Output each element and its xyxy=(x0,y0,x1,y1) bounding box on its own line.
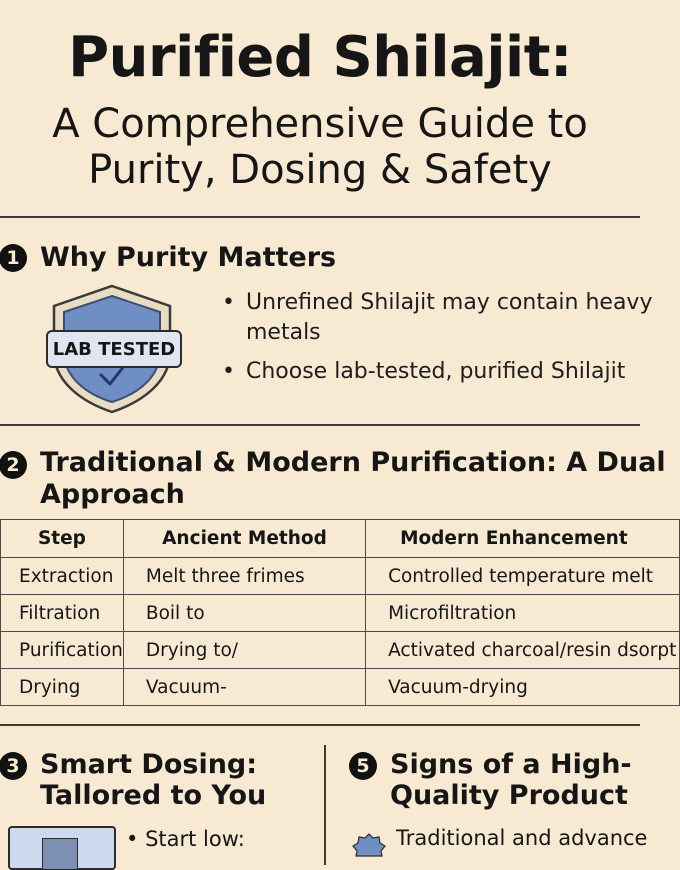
section1-bullets xyxy=(222,288,653,396)
section1-number: 1 xyxy=(0,244,27,272)
bullet-text-continued: metals xyxy=(246,320,321,345)
lab-tested-badge xyxy=(46,330,182,368)
table-cell: Melt three frimes xyxy=(123,558,365,595)
list-item xyxy=(222,288,653,348)
divider-section2 xyxy=(0,424,640,426)
bullet-dot-icon: • xyxy=(222,290,235,315)
section3-number: 3 xyxy=(0,752,27,780)
quality-seal-icon xyxy=(352,832,386,856)
section3-heading-line2: Tallored to You xyxy=(40,780,267,811)
purification-table xyxy=(0,519,680,706)
divider-top xyxy=(0,216,640,218)
bullet-text: Unrefined Shilajit may contain heavy xyxy=(246,290,653,315)
divider-section3 xyxy=(0,724,640,726)
bullet-dot-icon: • xyxy=(222,359,235,384)
column-header-ancient: Ancient Method xyxy=(123,520,365,558)
bullet-text: Start low: xyxy=(145,827,245,851)
badge-label: LAB TESTED xyxy=(52,338,176,360)
section5-number: 5 xyxy=(349,752,377,780)
list-item xyxy=(222,357,642,387)
title-subtitle-line1: A Comprehensive Guide to xyxy=(52,101,588,147)
table-cell: Activated charcoal/resin dsorpt xyxy=(366,632,680,669)
section3-bullet xyxy=(126,827,245,851)
bullet-dot-icon: • xyxy=(126,827,139,851)
table-cell: Boil to xyxy=(123,595,365,632)
table-row xyxy=(1,595,680,632)
title-main: Purified Shilajit: xyxy=(68,25,572,90)
bullet-text: Choose lab-tested, purified Shilajit xyxy=(246,359,626,384)
table-cell: Drying xyxy=(1,669,124,706)
section2-heading-line2: Approach xyxy=(40,479,185,510)
table-cell: Drying to/ xyxy=(123,632,365,669)
table-row xyxy=(1,632,680,669)
section5-item: Traditional and advance xyxy=(396,826,648,850)
section2-heading-line1: Traditional & Modern Purification: A Dual xyxy=(40,447,666,478)
table-cell: Vacuum- xyxy=(123,669,365,706)
section5-heading-line1: Signs of a High- xyxy=(390,749,632,780)
title-subtitle-line2: Purity, Dosing & Safety xyxy=(88,147,552,193)
column-header-step: Step xyxy=(1,520,124,558)
table-cell: Filtration xyxy=(1,595,124,632)
table-cell: Vacuum-drying xyxy=(366,669,680,706)
table-cell: Controlled temperature melt xyxy=(366,558,680,595)
table-row xyxy=(1,558,680,595)
table-cell: Purification xyxy=(1,632,124,669)
section1-heading: Why Purity Matters xyxy=(40,242,337,273)
column-divider xyxy=(324,745,326,865)
dosing-icon xyxy=(8,826,116,870)
section5-heading-line2: Quality Product xyxy=(390,780,628,811)
section3-heading-line1: Smart Dosing: xyxy=(40,749,258,780)
table-row xyxy=(1,669,680,706)
section2-number: 2 xyxy=(0,451,27,479)
column-header-modern: Modern Enhancement xyxy=(366,520,680,558)
table-cell: Extraction xyxy=(1,558,124,595)
table-header-row xyxy=(1,520,680,558)
table-cell: Microfiltration xyxy=(366,595,680,632)
